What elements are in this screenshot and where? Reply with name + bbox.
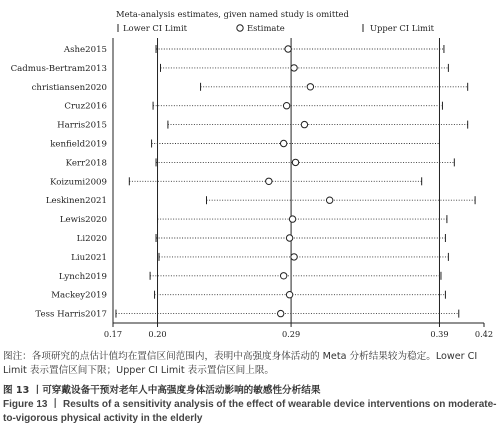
study-label: Ashe2015 xyxy=(63,45,107,55)
x-axis-ticks xyxy=(104,323,493,339)
figure-title-cn: 图 13 丨可穿戴设备干预对老年人中高强度身体活动影响的敏感性分析结果 xyxy=(3,385,321,396)
study-label: Cruz2016 xyxy=(64,101,107,112)
tick-label: 0.20 xyxy=(148,329,167,339)
study-label: Mackey2019 xyxy=(51,290,107,301)
estimate-point xyxy=(286,292,292,298)
estimate-point xyxy=(283,103,289,109)
tick-label: 0.29 xyxy=(281,329,301,339)
chart-title: Meta-analysis estimates, given named study is omitted xyxy=(116,9,349,19)
study-rows xyxy=(11,45,476,320)
study-label: Kerr2018 xyxy=(65,158,107,169)
figure-note: 图注：各项研究的点估计值均在置信区间范围内，表明中高强度身体活动的 Meta 分析结果较为稳定。Lower CI Limit 表示置信区间下限；Upper CI Limit 表示置信区间上限。 xyxy=(3,351,478,376)
figure-title-en: Figure 13 丨 Results of a sensitivity analysis of the effect of wearable device interventions on moderate-to-vigorous physical activity in the elderly xyxy=(3,399,497,424)
tick-label: 0.39 xyxy=(430,329,449,339)
reference-lines xyxy=(158,38,440,323)
study-label: Cadmus-Bertram2013 xyxy=(10,63,107,74)
estimate-point xyxy=(291,254,297,260)
legend-estimate-marker xyxy=(237,25,243,31)
study-label: Leskinen2021 xyxy=(45,196,107,207)
tick-label: 0.42 xyxy=(474,329,494,339)
study-label: Tess Harris2017 xyxy=(35,309,107,320)
estimate-point xyxy=(292,159,298,165)
estimate-point xyxy=(301,121,307,127)
estimate-point xyxy=(285,46,291,52)
study-label: Lewis2020 xyxy=(59,215,107,226)
legend-lower-label: Lower CI Limit xyxy=(123,23,187,33)
estimate-point xyxy=(266,178,272,184)
study-label: Li2020 xyxy=(76,234,107,244)
estimate-point xyxy=(286,235,292,241)
chart-legend xyxy=(118,23,435,33)
estimate-point xyxy=(280,140,286,146)
estimate-point xyxy=(291,65,297,71)
legend-upper-label: Upper CI Limit xyxy=(370,23,435,33)
estimate-point xyxy=(280,273,286,279)
estimate-point xyxy=(307,84,313,90)
study-label: Koizumi2009 xyxy=(50,177,107,188)
study-label: Liu2021 xyxy=(71,252,107,263)
tick-label: 0.17 xyxy=(103,329,123,339)
study-label: christiansen2020 xyxy=(31,82,107,93)
legend-estimate-label: Estimate xyxy=(247,23,285,33)
study-label: Lynch2019 xyxy=(58,271,107,282)
study-label: Harris2015 xyxy=(57,120,107,131)
study-label: kenfield2019 xyxy=(50,139,107,150)
estimate-point xyxy=(277,310,283,316)
estimate-point xyxy=(326,197,332,203)
estimate-point xyxy=(289,216,295,222)
